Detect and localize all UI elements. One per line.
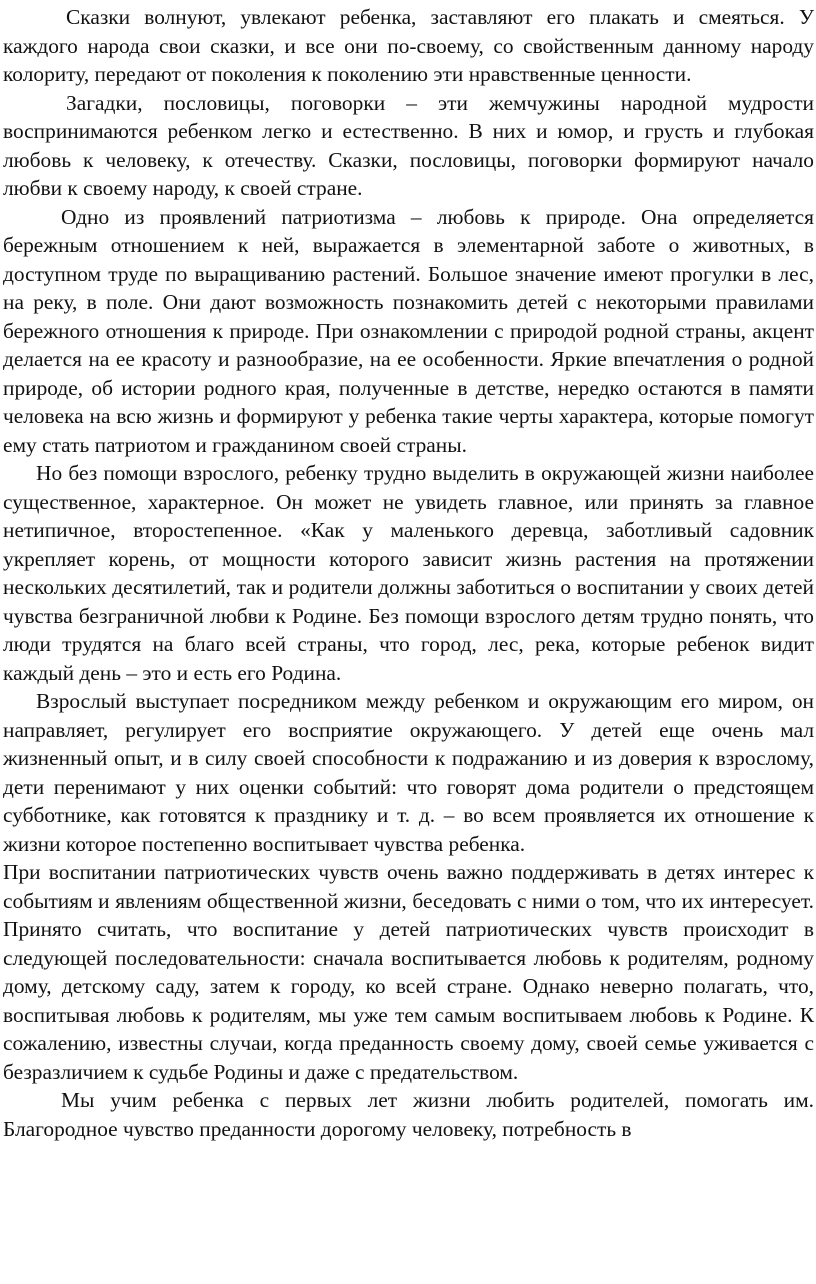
paragraph-fairy-tales: Сказки волнуют, увлекают ребенка, заставляют его плакать и смеяться. У каждого народа свои сказки, и все они по-своему, со свойственным данному народу колориту, передают от поколения к поколению эти нравственные ценности.	[3, 5, 814, 86]
paragraph-riddles-proverbs: Загадки, пословицы, поговорки – эти жемчужины народной мудрости воспринимаются ребенком легко и естественно. В них и юмор, и грусть и глубокая любовь к человеку, к отечеству. Сказки, пословицы, поговорки формируют начало любви к своему народу, к своей стране.	[3, 90, 814, 200]
paragraph-teaching-love: Мы учим ребенка с первых лет жизни любить родителей, помогать им. Благородное чувство преданности дорогому человеку, потребность в	[3, 1088, 814, 1141]
paragraph-love-of-nature: Одно из проявлений патриотизма – любовь к природе. Она определяется бережным отношением к ней, выражается в элементарной заботе о животных, в доступном труде по выращиванию растений. Большое значение имеют прогулки в лес, на реку, в поле. Они дают возможность познакомить детей с некоторыми правилами бережного отношения к природе. При ознакомлении с природой родной страны, акцент делается на ее красоту и разнообразие, на ее особенности. Яркие впечатления о родной природе, об истории родного края, полученные в детстве, нередко остаются в памяти человека на всю жизнь и формируют у ребенка такие черты характера, которые помогут ему стать патриотом и гражданином своей страны.	[3, 204, 814, 457]
paragraph-patriotic-feelings: При воспитании патриотических чувств очень важно поддерживать в детях интерес к событиям и явлениям общественной жизни, беседовать с ними о том, что их интересует. Принято считать, что воспитание у детей патриотических чувств происходит в следующей последовательности: сначала воспитывается любовь к родителям, родному дому, детскому саду, затем к городу, ко всей стране. Однако неверно полагать, что, воспитывая любовь к родителям, мы уже тем самым воспитываем любовь к Родине. К сожалению, известны случаи, когда преданность своему дому, своей семье уживается с безразличием к судьбе Родины и даже с предательством.	[3, 860, 814, 1084]
paragraph-adult-help: Но без помощи взрослого, ребенку трудно выделить в окружающей жизни наиболее существенное, характерное. Он может не увидеть главное, или принять за главное нетипичное, второстепенное. «Как у маленького деревца, заботливый садовник укрепляет корень, от мощности которого зависит жизнь растения на протяжении нескольких десятилетий, так и родители должны заботиться о воспитании у своих детей чувства безграничной любви к Родине. Без помощи взрослого детям трудно понять, что люди трудятся на благо всей страны, что город, лес, река, которые ребенок видит каждый день – это и есть его Родина.	[3, 461, 814, 685]
paragraph-adult-mediator: Взрослый выступает посредником между ребенком и окружающим его миром, он направляет, регулирует его восприятие окружающего. У детей еще очень мал жизненный опыт, и в силу своей способности к подражанию и из доверия к взрослому, дети перенимают у них оценки событий: что говорят дома родители о предстоящем субботнике, как готовятся к празднику и т. д. – во всем проявляется их отношение к жизни которое постепенно воспитывает чувства ребенка.	[3, 689, 814, 856]
